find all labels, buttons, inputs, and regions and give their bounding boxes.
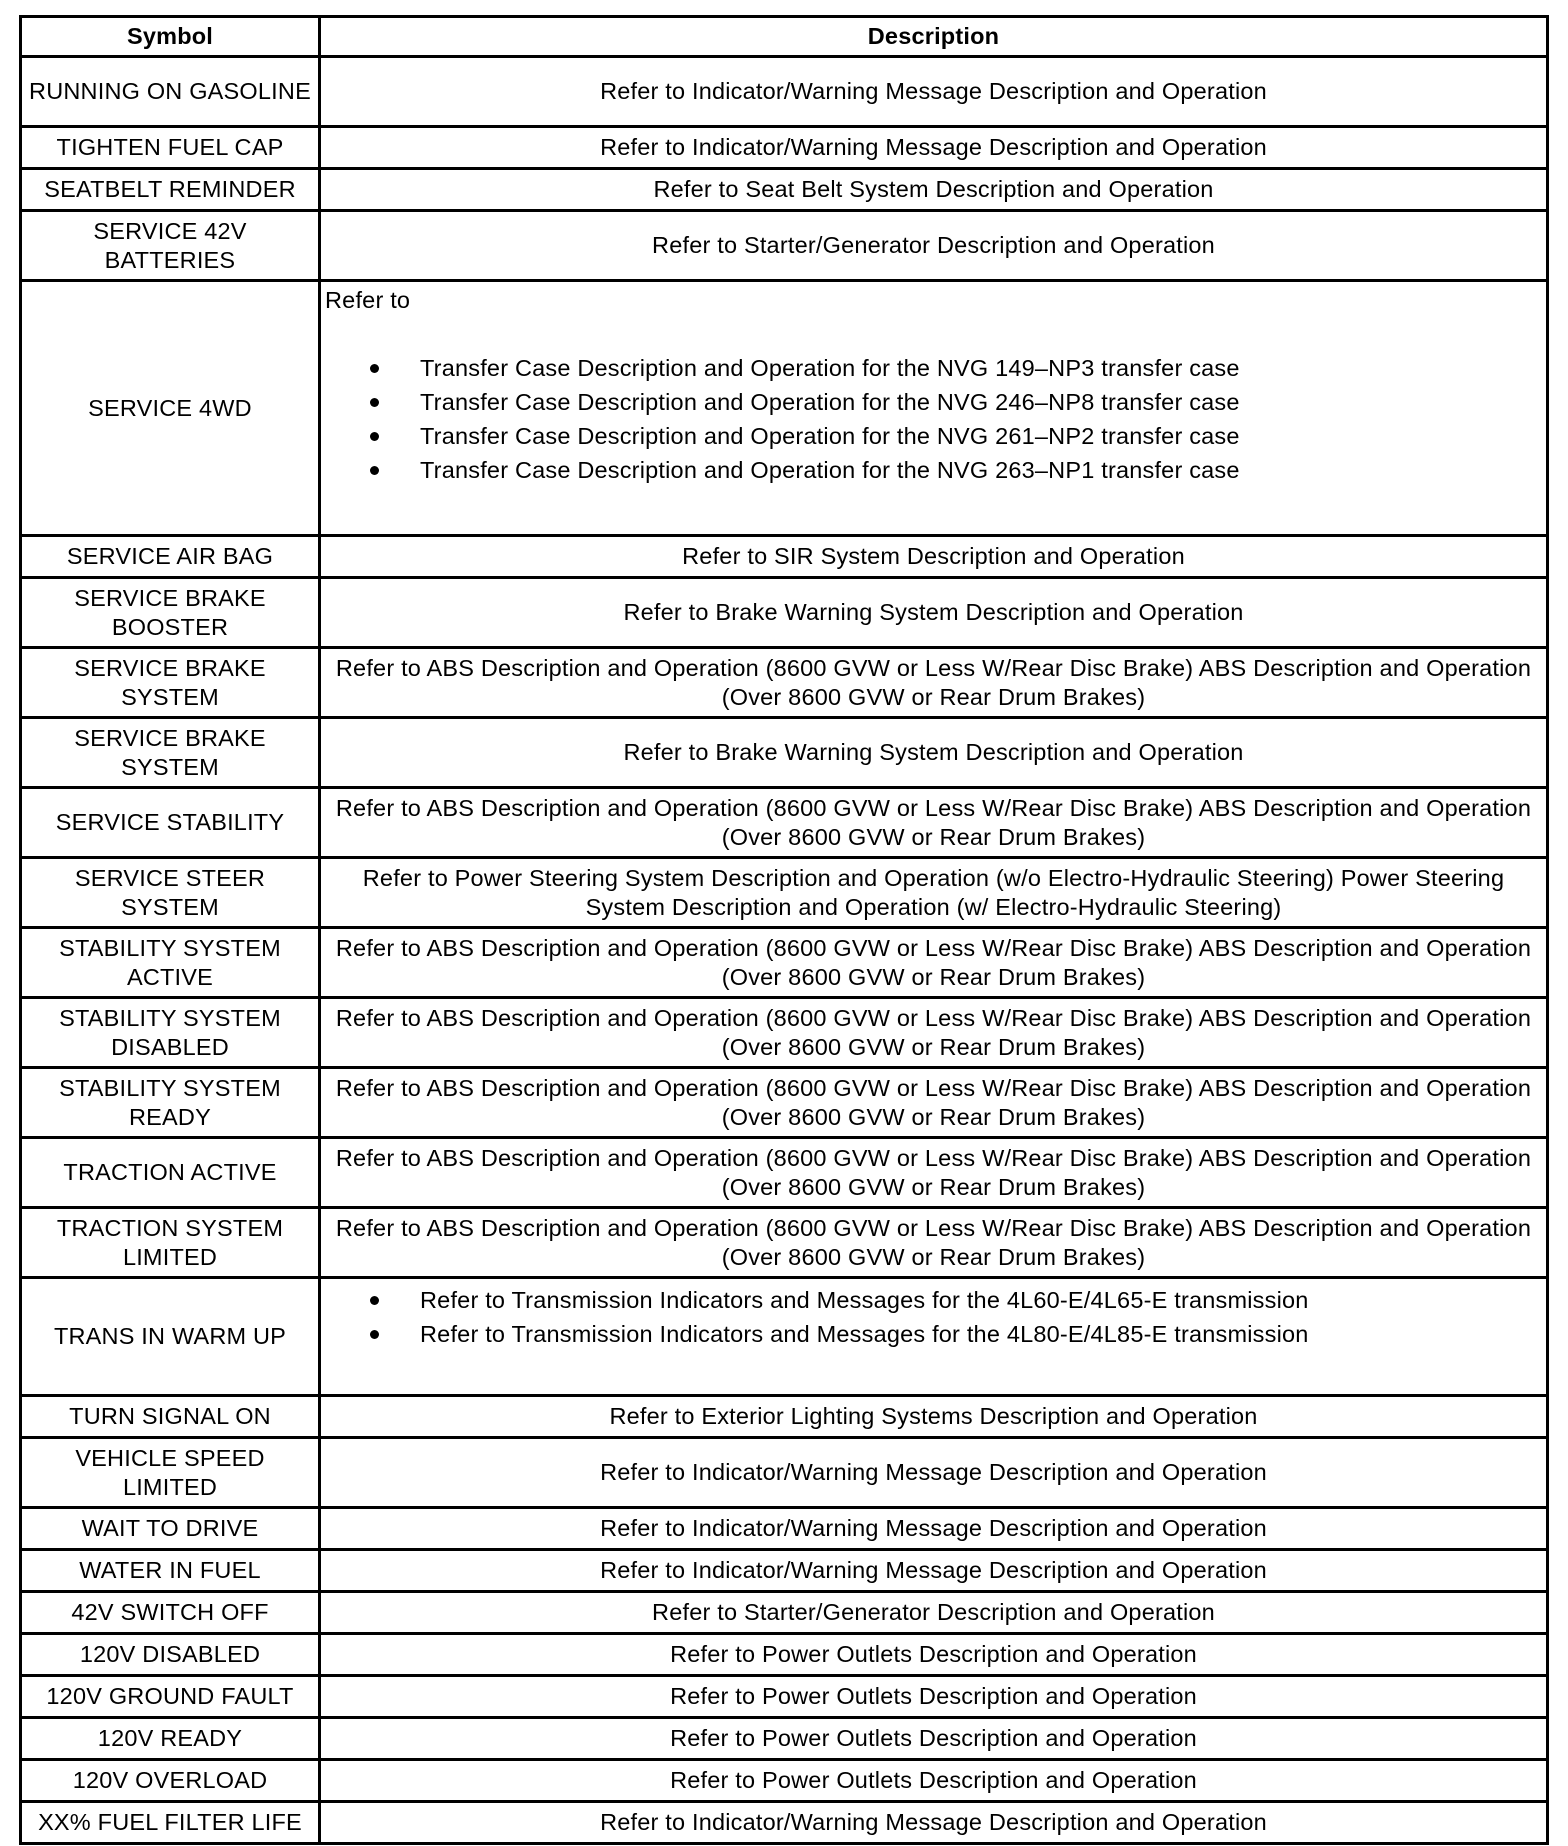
symbol-cell: TRACTION SYSTEM LIMITED [21, 1208, 320, 1278]
table-row [21, 578, 1548, 648]
table-row [21, 1508, 1548, 1550]
bullet-icon [370, 432, 379, 441]
table-row [21, 1438, 1548, 1508]
table-row [21, 1676, 1548, 1718]
list-item-text: Transfer Case Description and Operation for the NVG 263–NP1 transfer case [420, 457, 1240, 483]
symbol-cell: SERVICE STABILITY [21, 788, 320, 858]
list-item-text: Refer to Transmission Indicators and Messages for the 4L60-E/4L65-E transmission [420, 1287, 1309, 1313]
table-row [21, 211, 1548, 281]
header-description: Description [320, 17, 1548, 57]
table-row [21, 1208, 1548, 1278]
table-row [21, 1634, 1548, 1676]
table-row [21, 1802, 1548, 1844]
symbol-cell: TRANS IN WARM UP [21, 1278, 320, 1396]
description-cell: Refer to Indicator/Warning Message Description and Operation [320, 127, 1548, 169]
table-row [21, 1550, 1548, 1592]
list-item [420, 1283, 1542, 1317]
symbol-cell: SERVICE BRAKE SYSTEM [21, 648, 320, 718]
symbol-cell: STABILITY SYSTEM DISABLED [21, 998, 320, 1068]
symbol-cell: 120V OVERLOAD [21, 1760, 320, 1802]
description-cell: Refer to ABS Description and Operation (8600 GVW or Less W/Rear Disc Brake) ABS Description and Operation (Over 8600 GVW or Rear Drum Brakes) [320, 648, 1548, 718]
description-cell: Refer to Power Outlets Description and Operation [320, 1718, 1548, 1760]
symbol-description-table [19, 15, 1549, 1845]
description-cell: Refer to ABS Description and Operation (8600 GVW or Less W/Rear Disc Brake) ABS Description and Operation (Over 8600 GVW or Rear Drum Brakes) [320, 1208, 1548, 1278]
bullet-list [325, 351, 1542, 487]
symbol-cell: VEHICLE SPEED LIMITED [21, 1438, 320, 1508]
description-cell: Refer to ABS Description and Operation (8600 GVW or Less W/Rear Disc Brake) ABS Description and Operation (Over 8600 GVW or Rear Drum Brakes) [320, 998, 1548, 1068]
table-row [21, 1760, 1548, 1802]
symbol-cell: SERVICE 4WD [21, 281, 320, 536]
table-row [21, 1068, 1548, 1138]
table-row [21, 1278, 1548, 1396]
header-symbol: Symbol [21, 17, 320, 57]
description-cell: Refer to ABS Description and Operation (8600 GVW or Less W/Rear Disc Brake) ABS Description and Operation (Over 8600 GVW or Rear Drum Brakes) [320, 1068, 1548, 1138]
description-cell: Refer to Indicator/Warning Message Description and Operation [320, 57, 1548, 127]
description-cell: Refer to Seat Belt System Description and Operation [320, 169, 1548, 211]
description-cell: Refer to Indicator/Warning Message Description and Operation [320, 1508, 1548, 1550]
table-row [21, 1138, 1548, 1208]
description-cell [320, 281, 1548, 536]
symbol-cell: 42V SWITCH OFF [21, 1592, 320, 1634]
description-cell: Refer to ABS Description and Operation (8600 GVW or Less W/Rear Disc Brake) ABS Description and Operation (Over 8600 GVW or Rear Drum Brakes) [320, 1138, 1548, 1208]
description-cell: Refer to Power Steering System Description and Operation (w/o Electro-Hydraulic Steering) Power Steering System Description and Operation (w/ Electro-Hydraulic Steering) [320, 858, 1548, 928]
symbol-cell: SERVICE STEER SYSTEM [21, 858, 320, 928]
symbol-cell: TRACTION ACTIVE [21, 1138, 320, 1208]
symbol-cell: WAIT TO DRIVE [21, 1508, 320, 1550]
symbol-cell: TURN SIGNAL ON [21, 1396, 320, 1438]
list-item-text: Transfer Case Description and Operation for the NVG 246–NP8 transfer case [420, 389, 1240, 415]
list-item [420, 453, 1542, 487]
list-item-text: Transfer Case Description and Operation for the NVG 149–NP3 transfer case [420, 355, 1240, 381]
bullet-icon [370, 1330, 379, 1339]
table-row [21, 648, 1548, 718]
symbol-cell: SERVICE BRAKE BOOSTER [21, 578, 320, 648]
symbol-cell: XX% FUEL FILTER LIFE [21, 1802, 320, 1844]
table-row [21, 998, 1548, 1068]
bullet-icon [370, 466, 379, 475]
table-row [21, 536, 1548, 578]
table-row [21, 928, 1548, 998]
symbol-cell: STABILITY SYSTEM ACTIVE [21, 928, 320, 998]
description-cell: Refer to Starter/Generator Description and Operation [320, 1592, 1548, 1634]
symbol-cell: TIGHTEN FUEL CAP [21, 127, 320, 169]
list-item-text: Transfer Case Description and Operation for the NVG 261–NP2 transfer case [420, 423, 1240, 449]
symbol-cell: RUNNING ON GASOLINE [21, 57, 320, 127]
symbol-cell: STABILITY SYSTEM READY [21, 1068, 320, 1138]
list-item [420, 351, 1542, 385]
symbol-cell: 120V DISABLED [21, 1634, 320, 1676]
symbol-cell: SERVICE AIR BAG [21, 536, 320, 578]
description-cell: Refer to ABS Description and Operation (8600 GVW or Less W/Rear Disc Brake) ABS Description and Operation (Over 8600 GVW or Rear Drum Brakes) [320, 928, 1548, 998]
description-cell: Refer to Power Outlets Description and Operation [320, 1634, 1548, 1676]
list-item [420, 419, 1542, 453]
table-row [21, 1718, 1548, 1760]
symbol-cell: WATER IN FUEL [21, 1550, 320, 1592]
description-cell: Refer to Power Outlets Description and Operation [320, 1760, 1548, 1802]
list-item [420, 385, 1542, 419]
bullet-icon [370, 364, 379, 373]
table-row [21, 1396, 1548, 1438]
table-row [21, 788, 1548, 858]
symbol-cell: SERVICE 42V BATTERIES [21, 211, 320, 281]
table-row [21, 57, 1548, 127]
symbol-cell: SERVICE BRAKE SYSTEM [21, 718, 320, 788]
description-cell: Refer to Power Outlets Description and Operation [320, 1676, 1548, 1718]
table-row [21, 169, 1548, 211]
list-item-text: Refer to Transmission Indicators and Messages for the 4L80-E/4L85-E transmission [420, 1321, 1309, 1347]
bullet-icon [370, 1296, 379, 1305]
table-row [21, 858, 1548, 928]
bullet-icon [370, 398, 379, 407]
table-row [21, 127, 1548, 169]
list-item [420, 1317, 1542, 1351]
description-cell: Refer to SIR System Description and Operation [320, 536, 1548, 578]
table-row [21, 281, 1548, 536]
description-cell: Refer to Indicator/Warning Message Description and Operation [320, 1802, 1548, 1844]
description-cell: Refer to Brake Warning System Description and Operation [320, 578, 1548, 648]
bullet-list [325, 1283, 1542, 1351]
description-cell: Refer to ABS Description and Operation (8600 GVW or Less W/Rear Disc Brake) ABS Description and Operation (Over 8600 GVW or Rear Drum Brakes) [320, 788, 1548, 858]
symbol-cell: 120V GROUND FAULT [21, 1676, 320, 1718]
description-cell: Refer to Indicator/Warning Message Description and Operation [320, 1550, 1548, 1592]
description-cell [320, 1278, 1548, 1396]
description-cell: Refer to Brake Warning System Description and Operation [320, 718, 1548, 788]
header-row [21, 17, 1548, 57]
table-row [21, 718, 1548, 788]
description-cell: Refer to Exterior Lighting Systems Description and Operation [320, 1396, 1548, 1438]
table-row [21, 1592, 1548, 1634]
description-cell: Refer to Starter/Generator Description and Operation [320, 211, 1548, 281]
symbol-cell: 120V READY [21, 1718, 320, 1760]
description-cell: Refer to Indicator/Warning Message Description and Operation [320, 1438, 1548, 1508]
symbol-cell: SEATBELT REMINDER [21, 169, 320, 211]
description-intro: Refer to [325, 287, 411, 313]
